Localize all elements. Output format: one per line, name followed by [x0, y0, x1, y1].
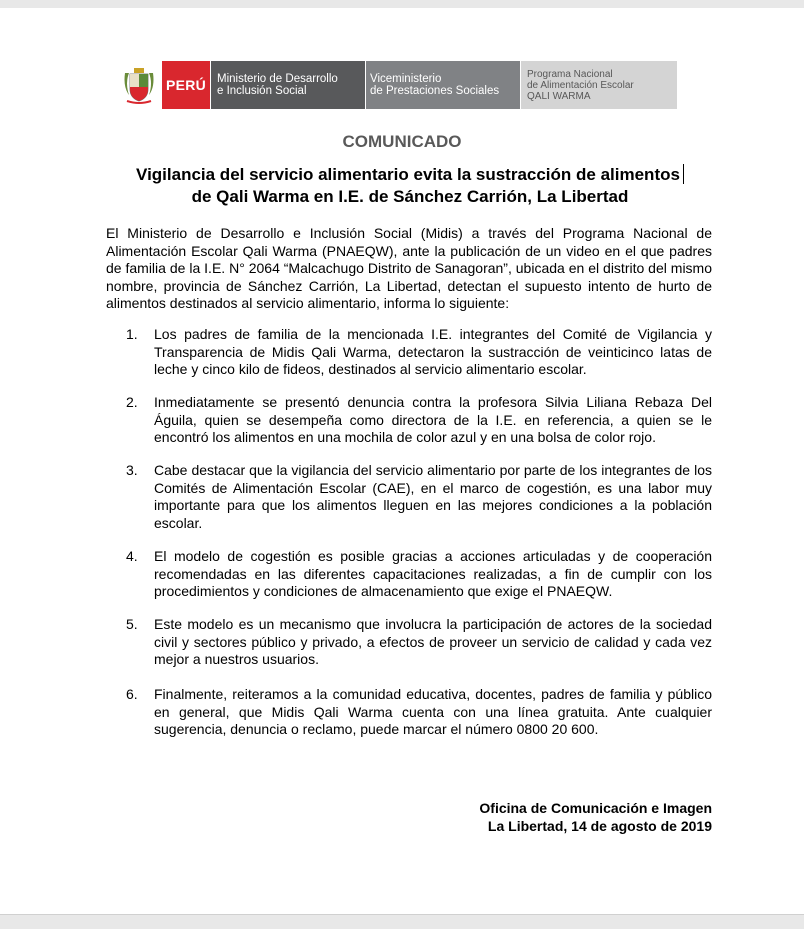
list-item-text: Inmediatamente se presentó denuncia contra la profesora Silvia Liliana Rebaza Del Águila, quien se desempeña como directora de la I.E. en referencia, a quien se le encontró los alimentos en una mochila de color azul y en una bolsa de color rojo.: [154, 394, 712, 445]
coat-of-arms-icon: [118, 61, 160, 109]
ministerio-line-2: e Inclusión Social: [217, 85, 307, 97]
page-title: [80, 164, 740, 208]
list-item-number: 2.: [126, 394, 138, 410]
intro-paragraph: El Ministerio de Desarrollo e Inclusión Social (Midis) a través del Programa Nacional de Alimentación Escolar Qali Warma (PNAEQW), ante la publicación de un video en el que padres de familia de la I.E. N° 2064 “Malcachugo Distrito de Sanagoran”, ubicada en el distrito del mismo nombre, provincia de Sánchez Carrión, La Libertad, detectan el supuesto intento de hurto de alimentos destinados al servicio alimentario, informa lo siguiente:: [106, 225, 712, 311]
government-banner: [118, 61, 677, 109]
signature-date: La Libertad, 14 de agosto de 2019: [487, 818, 712, 834]
list-item-number: 4.: [126, 548, 138, 564]
list-item-number: 5.: [126, 616, 138, 632]
programa-line-1: Programa Nacional: [527, 68, 613, 80]
list-item: [126, 616, 712, 669]
list-item-number: 3.: [126, 462, 138, 478]
doc-type-heading: COMUNICADO: [342, 132, 462, 151]
list-item: [126, 326, 712, 379]
list-item-text: Los padres de familia de la mencionada I.E. integrantes del Comité de Vigilancia y Transparencia de Midis Qali Warma, detectaron la sustracción de veinticinco latas de leche y cinco kilo de fideos, destinados al servicio alimentario escolar.: [154, 326, 712, 377]
list-item-number: 6.: [126, 686, 138, 702]
list-item: [126, 548, 712, 601]
list-item-text: Cabe destacar que la vigilancia del servicio alimentario por parte de los integrantes de los Comités de Alimentación Escolar (CAE), en el marco de cogestión, es una labor muy importante para que los alimentos lleguen en las mejores condiciones a la población escolar.: [154, 462, 712, 531]
signature-office: Oficina de Comunicación e Imagen: [479, 800, 712, 816]
list-item-text: Finalmente, reiteramos a la comunidad educativa, docentes, padres de familia y público en general, que Midis Qali Warma cuenta con una línea gratuita. Ante cualquier sugerencia, denuncia o reclamo, puede marcar el número 0800 20 600.: [154, 686, 712, 737]
signature-block: [479, 799, 712, 835]
peru-block: [162, 61, 210, 109]
bottom-edge: [0, 914, 804, 929]
ministerio-block: [211, 61, 365, 109]
title-line-1: Vigilancia del servicio alimentario evita la sustracción de alimentos: [136, 165, 680, 184]
title-line-2: de Qali Warma en I.E. de Sánchez Carrión, La Libertad: [191, 187, 629, 206]
programa-line-2: de Alimentación Escolar: [527, 79, 634, 91]
list-item: [126, 394, 712, 447]
vice-line-1: Viceministerio: [370, 73, 442, 85]
text-cursor: [683, 164, 684, 184]
list-item: [126, 462, 712, 532]
list-item-text: El modelo de cogestión es posible gracias a acciones articuladas y de cooperación recomendadas en las diferentes capacitaciones realizadas, a fin de cumplir con los procedimientos y condiciones de almacenamiento que exige el PNAEQW.: [154, 548, 712, 599]
list-item-text: Este modelo es un mecanismo que involucra la participación de actores de la sociedad civil y sectores público y privado, a efectos de proveer un servicio de calidad y cada vez mejor a nuestros usuarios.: [154, 616, 712, 667]
peru-label: PERÚ: [165, 77, 207, 93]
vice-line-2: de Prestaciones Sociales: [370, 85, 500, 97]
list-item: [126, 686, 712, 739]
ministerio-line-1: Ministerio de Desarrollo: [217, 73, 338, 85]
list-item-number: 1.: [126, 326, 138, 342]
programa-line-3: QALI WARMA: [527, 90, 591, 102]
viceministerio-block: [366, 61, 520, 109]
programa-block: [521, 61, 677, 109]
